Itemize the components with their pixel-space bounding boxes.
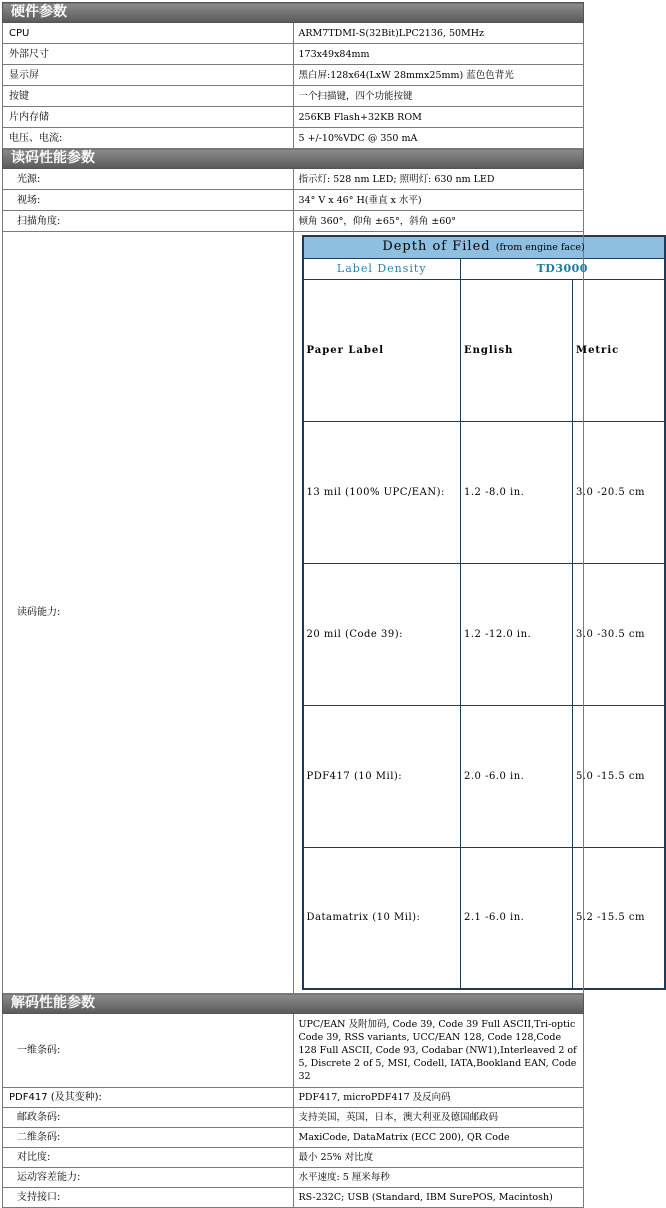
depth-of-field-table <box>302 235 666 990</box>
dof-row <box>303 847 665 989</box>
spec-table <box>2 2 645 1208</box>
row-value: 一个扫描键，四个功能按键 <box>293 86 584 107</box>
dof-row-metric: 3.0 -30.5 cm <box>573 563 665 705</box>
row-value: UPC/EAN 及附加码, Code 39, Code 39 Full ASCII,Tri-optic Code 39, RSS variants, UCC/EAN 128, Code 128,Code 128 Full ASCII, Code 93, Codabar (NW1),Interleaved 2 of 5, Discrete 2 of 5, MSI, Codell, IATA,Bookland EAN, Code 32 <box>293 1014 584 1088</box>
table-row <box>3 1168 584 1188</box>
dof-title-row <box>303 236 665 258</box>
dof-label-density: Label Density <box>303 258 461 279</box>
table-row <box>3 44 584 65</box>
table-row <box>3 107 584 128</box>
dof-row-label: PDF417 (10 Mil): <box>303 705 461 847</box>
row-value: RS-232C; USB (Standard, IBM SurePOS, Macintosh) <box>293 1188 584 1208</box>
dof-row-english: 2.1 -6.0 in. <box>461 847 573 989</box>
section-header-decoding <box>3 994 584 1014</box>
row-label: 按键 <box>3 86 294 107</box>
dof-model: TD3000 <box>461 258 665 279</box>
dof-title-note: (from engine face) <box>495 242 585 254</box>
row-value: 最小 25% 对比度 <box>293 1148 584 1168</box>
row-label: 对比度: <box>3 1148 294 1168</box>
dof-subtitle-row <box>303 258 665 279</box>
table-row <box>3 1014 584 1088</box>
row-value: 支持美国，英国，日本，澳大利亚及德国邮政码 <box>293 1108 584 1128</box>
dof-row-english: 1.2 -8.0 in. <box>461 421 573 563</box>
row-label: 邮政条码: <box>3 1108 294 1128</box>
row-value: 黑白屏:128x64(LxW 28mmx25mm) 蓝色色背光 <box>293 65 584 86</box>
row-label: 支持接口: <box>3 1188 294 1208</box>
dof-row-metric: 5.2 -15.5 cm <box>573 847 665 989</box>
row-label: 电压、电流: <box>3 128 294 149</box>
dof-header-metric: Metric <box>573 279 665 421</box>
section-header-reading <box>3 149 584 169</box>
row-value: 34° V x 46° H(垂直 x 水平) <box>293 190 584 211</box>
table-row <box>3 211 584 232</box>
row-label: 扫描角度: <box>3 211 294 232</box>
row-value: PDF417, microPDF417 及反向码 <box>293 1088 584 1108</box>
dof-row-label: Datamatrix (10 Mil): <box>303 847 461 989</box>
row-value: 173x49x84mm <box>293 44 584 65</box>
dof-header-english: English <box>461 279 573 421</box>
section-title: 读码性能参数 <box>3 149 584 169</box>
table-row <box>3 23 584 44</box>
table-row <box>3 1188 584 1208</box>
row-value: MaxiCode, DataMatrix (ECC 200), QR Code <box>293 1128 584 1148</box>
row-value: 指示灯: 528 nm LED; 照明灯: 630 nm LED <box>293 169 584 190</box>
table-row <box>3 86 584 107</box>
table-row <box>3 65 584 86</box>
table-row <box>3 190 584 211</box>
table-row <box>3 1108 584 1128</box>
table-row <box>3 169 584 190</box>
row-label: 外部尺寸 <box>3 44 294 65</box>
dof-header-row <box>303 279 665 421</box>
section-title: 硬件参数 <box>3 3 584 23</box>
dof-title <box>303 236 665 258</box>
table-row <box>3 1148 584 1168</box>
dof-row <box>303 705 665 847</box>
dof-row-metric: 3.0 -20.5 cm <box>573 421 665 563</box>
dof-row-metric: 5.0 -15.5 cm <box>573 705 665 847</box>
row-label: 读码能力: <box>3 232 294 994</box>
table-row-depth <box>3 232 584 994</box>
table-row <box>3 1128 584 1148</box>
row-label: 视场: <box>3 190 294 211</box>
dof-row <box>303 563 665 705</box>
row-value: 256KB Flash+32KB ROM <box>293 107 584 128</box>
dof-title-text: Depth of Filed <box>382 239 491 255</box>
dof-row-english: 1.2 -12.0 in. <box>461 563 573 705</box>
dof-row-label: 13 mil (100% UPC/EAN): <box>303 421 461 563</box>
table-row <box>3 128 584 149</box>
row-value: ARM7TDMI-S(32Bit)LPC2136, 50MHz <box>293 23 584 44</box>
row-value: 水平速度: 5 厘米每秒 <box>293 1168 584 1188</box>
row-label: 显示屏 <box>3 65 294 86</box>
depth-of-field-cell <box>293 232 645 994</box>
row-value: 倾角 360°，仰角 ±65°，斜角 ±60° <box>293 211 584 232</box>
dof-header-label: Paper Label <box>303 279 461 421</box>
dof-row-english: 2.0 -6.0 in. <box>461 705 573 847</box>
row-label: 运动容差能力: <box>3 1168 294 1188</box>
section-title: 解码性能参数 <box>3 994 584 1014</box>
row-value: 5 +/-10%VDC @ 350 mA <box>293 128 584 149</box>
row-label: PDF417 (及其变种): <box>3 1088 294 1108</box>
row-label: 光源: <box>3 169 294 190</box>
row-label: 一维条码: <box>3 1014 294 1088</box>
dof-row <box>303 421 665 563</box>
row-label: 片内存储 <box>3 107 294 128</box>
table-row <box>3 1088 584 1108</box>
row-label: 二维条码: <box>3 1128 294 1148</box>
row-label: CPU <box>3 23 294 44</box>
dof-row-label: 20 mil (Code 39): <box>303 563 461 705</box>
section-header-hardware <box>3 3 584 23</box>
